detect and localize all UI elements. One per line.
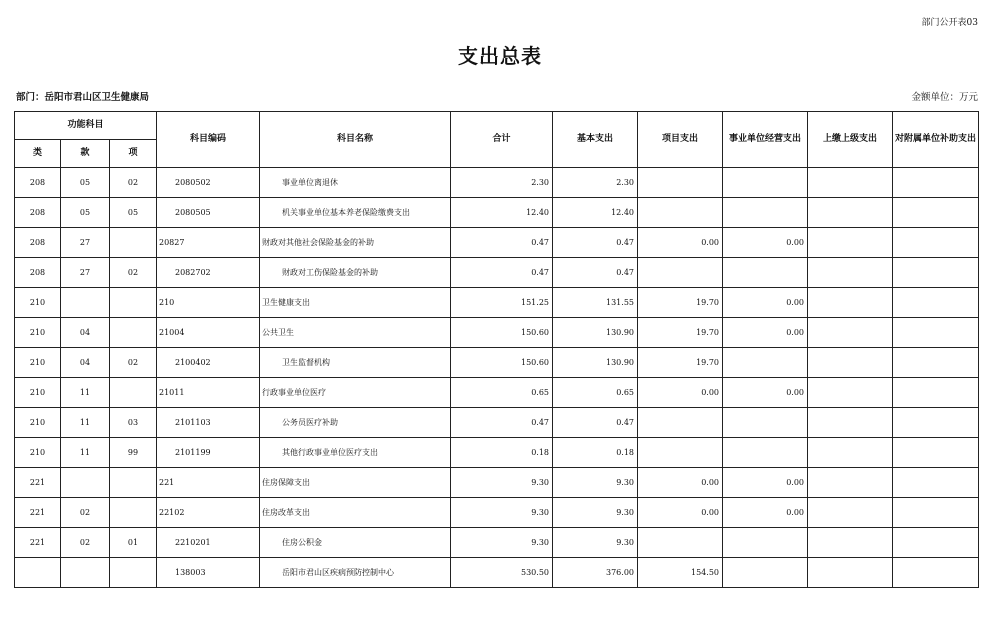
- cell-basic: 9.30: [553, 468, 638, 498]
- cell-total: 9.30: [451, 528, 553, 558]
- cell-total: 0.65: [451, 378, 553, 408]
- cell-business: 0.00: [723, 468, 808, 498]
- cell-basic: 9.30: [553, 498, 638, 528]
- cell-xiang: [110, 318, 157, 348]
- cell-superior: [808, 468, 893, 498]
- cell-superior: [808, 318, 893, 348]
- cell-code: 20827: [157, 228, 260, 258]
- cell-xiang: [110, 558, 157, 588]
- cell-total: 0.47: [451, 258, 553, 288]
- cell-basic: 0.65: [553, 378, 638, 408]
- cell-kuan: 11: [61, 438, 110, 468]
- header-business: 事业单位经营支出: [723, 112, 808, 168]
- cell-code: 2082702: [157, 258, 260, 288]
- cell-superior: [808, 528, 893, 558]
- cell-superior: [808, 258, 893, 288]
- cell-superior: [808, 378, 893, 408]
- cell-superior: [808, 408, 893, 438]
- cell-xiang: 99: [110, 438, 157, 468]
- header-total: 合计: [451, 112, 553, 168]
- cell-basic: 0.18: [553, 438, 638, 468]
- cell-lei: 210: [15, 318, 61, 348]
- table-row: [15, 198, 979, 228]
- cell-business: [723, 168, 808, 198]
- cell-business: [723, 528, 808, 558]
- header-project: 项目支出: [638, 112, 723, 168]
- cell-name: 岳阳市君山区疾病预防控制中心: [260, 558, 451, 588]
- cell-xiang: 03: [110, 408, 157, 438]
- cell-basic: 0.47: [553, 228, 638, 258]
- cell-total: 9.30: [451, 498, 553, 528]
- cell-subsidy: [893, 408, 979, 438]
- cell-kuan: [61, 558, 110, 588]
- cell-project: [638, 198, 723, 228]
- cell-basic: 0.47: [553, 258, 638, 288]
- cell-project: 19.70: [638, 318, 723, 348]
- cell-lei: 221: [15, 468, 61, 498]
- cell-code: 138003: [157, 558, 260, 588]
- cell-name: 其他行政事业单位医疗支出: [260, 438, 451, 468]
- cell-kuan: 02: [61, 498, 110, 528]
- cell-lei: 210: [15, 438, 61, 468]
- cell-name: 财政对其他社会保险基金的补助: [260, 228, 451, 258]
- cell-basic: 130.90: [553, 318, 638, 348]
- cell-code: 2080505: [157, 198, 260, 228]
- cell-total: 0.47: [451, 408, 553, 438]
- form-number: 部门公开表03: [921, 18, 978, 28]
- cell-total: 0.47: [451, 228, 553, 258]
- cell-subsidy: [893, 258, 979, 288]
- cell-business: [723, 348, 808, 378]
- cell-xiang: 02: [110, 258, 157, 288]
- cell-xiang: [110, 288, 157, 318]
- table-row: [15, 438, 979, 468]
- cell-basic: 12.40: [553, 198, 638, 228]
- cell-superior: [808, 228, 893, 258]
- cell-project: 0.00: [638, 228, 723, 258]
- header-xiang: 项: [110, 140, 157, 168]
- cell-kuan: 04: [61, 318, 110, 348]
- cell-superior: [808, 438, 893, 468]
- cell-business: 0.00: [723, 288, 808, 318]
- cell-xiang: [110, 378, 157, 408]
- cell-project: 19.70: [638, 288, 723, 318]
- cell-code: 221: [157, 468, 260, 498]
- cell-lei: [15, 558, 61, 588]
- cell-business: 0.00: [723, 498, 808, 528]
- page-title: 支出总表: [458, 44, 542, 68]
- cell-name: 住房保障支出: [260, 468, 451, 498]
- cell-name: 卫生健康支出: [260, 288, 451, 318]
- cell-business: [723, 408, 808, 438]
- department-label: 部门：岳阳市君山区卫生健康局: [16, 92, 150, 103]
- cell-code: 2101103: [157, 408, 260, 438]
- cell-lei: 210: [15, 288, 61, 318]
- cell-lei: 210: [15, 348, 61, 378]
- cell-project: 0.00: [638, 378, 723, 408]
- table-row: [15, 468, 979, 498]
- cell-code: 22102: [157, 498, 260, 528]
- cell-name: 行政事业单位医疗: [260, 378, 451, 408]
- cell-total: 150.60: [451, 318, 553, 348]
- cell-superior: [808, 348, 893, 378]
- cell-business: [723, 438, 808, 468]
- cell-xiang: 02: [110, 168, 157, 198]
- cell-project: 0.00: [638, 498, 723, 528]
- cell-basic: 0.47: [553, 408, 638, 438]
- cell-code: 21011: [157, 378, 260, 408]
- cell-subsidy: [893, 348, 979, 378]
- cell-lei: 221: [15, 498, 61, 528]
- cell-name: 公务员医疗补助: [260, 408, 451, 438]
- cell-total: 12.40: [451, 198, 553, 228]
- cell-superior: [808, 498, 893, 528]
- cell-xiang: 05: [110, 198, 157, 228]
- cell-total: 150.60: [451, 348, 553, 378]
- cell-business: 0.00: [723, 228, 808, 258]
- cell-name: 公共卫生: [260, 318, 451, 348]
- cell-kuan: 11: [61, 378, 110, 408]
- table-row: [15, 228, 979, 258]
- cell-lei: 208: [15, 228, 61, 258]
- cell-total: 530.50: [451, 558, 553, 588]
- cell-name: 卫生监督机构: [260, 348, 451, 378]
- table-row: [15, 318, 979, 348]
- header-row-1: [15, 112, 979, 140]
- cell-subsidy: [893, 318, 979, 348]
- cell-lei: 208: [15, 258, 61, 288]
- header-lei: 类: [15, 140, 61, 168]
- table-row: [15, 168, 979, 198]
- cell-lei: 208: [15, 198, 61, 228]
- cell-business: [723, 198, 808, 228]
- table-row: [15, 498, 979, 528]
- cell-project: [638, 258, 723, 288]
- table-row: [15, 258, 979, 288]
- cell-kuan: 27: [61, 228, 110, 258]
- cell-code: 2101199: [157, 438, 260, 468]
- cell-subsidy: [893, 498, 979, 528]
- cell-kuan: 04: [61, 348, 110, 378]
- cell-project: 0.00: [638, 468, 723, 498]
- cell-subsidy: [893, 528, 979, 558]
- cell-project: [638, 438, 723, 468]
- header-func-subject: 功能科目: [15, 112, 157, 140]
- cell-name: 事业单位离退休: [260, 168, 451, 198]
- cell-xiang: [110, 468, 157, 498]
- cell-subsidy: [893, 558, 979, 588]
- table-row: [15, 408, 979, 438]
- cell-basic: 2.30: [553, 168, 638, 198]
- cell-name: 住房公积金: [260, 528, 451, 558]
- cell-subsidy: [893, 168, 979, 198]
- cell-basic: 131.55: [553, 288, 638, 318]
- header-superior: 上缴上级支出: [808, 112, 893, 168]
- cell-code: 2210201: [157, 528, 260, 558]
- cell-code: 21004: [157, 318, 260, 348]
- cell-business: [723, 258, 808, 288]
- cell-lei: 210: [15, 378, 61, 408]
- cell-name: 住房改革支出: [260, 498, 451, 528]
- cell-project: 154.50: [638, 558, 723, 588]
- cell-project: [638, 168, 723, 198]
- cell-code: 2080502: [157, 168, 260, 198]
- cell-subsidy: [893, 378, 979, 408]
- cell-subsidy: [893, 198, 979, 228]
- cell-code: 2100402: [157, 348, 260, 378]
- cell-basic: 9.30: [553, 528, 638, 558]
- table-row: [15, 288, 979, 318]
- cell-total: 151.25: [451, 288, 553, 318]
- cell-code: 210: [157, 288, 260, 318]
- cell-total: 2.30: [451, 168, 553, 198]
- header-kuan: 款: [61, 140, 110, 168]
- cell-kuan: 02: [61, 528, 110, 558]
- cell-project: [638, 528, 723, 558]
- cell-xiang: 02: [110, 348, 157, 378]
- cell-superior: [808, 288, 893, 318]
- cell-business: [723, 558, 808, 588]
- cell-total: 9.30: [451, 468, 553, 498]
- cell-subsidy: [893, 288, 979, 318]
- header-name: 科目名称: [260, 112, 451, 168]
- cell-kuan: 05: [61, 198, 110, 228]
- cell-business: 0.00: [723, 378, 808, 408]
- cell-lei: 210: [15, 408, 61, 438]
- cell-subsidy: [893, 438, 979, 468]
- header-basic: 基本支出: [553, 112, 638, 168]
- cell-kuan: 05: [61, 168, 110, 198]
- cell-business: 0.00: [723, 318, 808, 348]
- cell-total: 0.18: [451, 438, 553, 468]
- cell-project: [638, 408, 723, 438]
- cell-subsidy: [893, 228, 979, 258]
- cell-xiang: [110, 498, 157, 528]
- cell-xiang: 01: [110, 528, 157, 558]
- cell-project: 19.70: [638, 348, 723, 378]
- table-row: [15, 528, 979, 558]
- table-row: [15, 378, 979, 408]
- expenditure-table: [14, 111, 979, 588]
- cell-kuan: [61, 288, 110, 318]
- cell-kuan: [61, 468, 110, 498]
- cell-xiang: [110, 228, 157, 258]
- cell-superior: [808, 558, 893, 588]
- table-row: [15, 558, 979, 588]
- header-code: 科目编码: [157, 112, 260, 168]
- cell-lei: 208: [15, 168, 61, 198]
- amount-unit-label: 金额单位：万元: [911, 92, 978, 103]
- cell-kuan: 27: [61, 258, 110, 288]
- cell-superior: [808, 198, 893, 228]
- cell-kuan: 11: [61, 408, 110, 438]
- header-subsidy: 对附属单位补助支出: [893, 112, 979, 168]
- cell-name: 财政对工伤保险基金的补助: [260, 258, 451, 288]
- cell-basic: 376.00: [553, 558, 638, 588]
- cell-superior: [808, 168, 893, 198]
- table-row: [15, 348, 979, 378]
- cell-subsidy: [893, 468, 979, 498]
- cell-name: 机关事业单位基本养老保险缴费支出: [260, 198, 451, 228]
- cell-basic: 130.90: [553, 348, 638, 378]
- cell-lei: 221: [15, 528, 61, 558]
